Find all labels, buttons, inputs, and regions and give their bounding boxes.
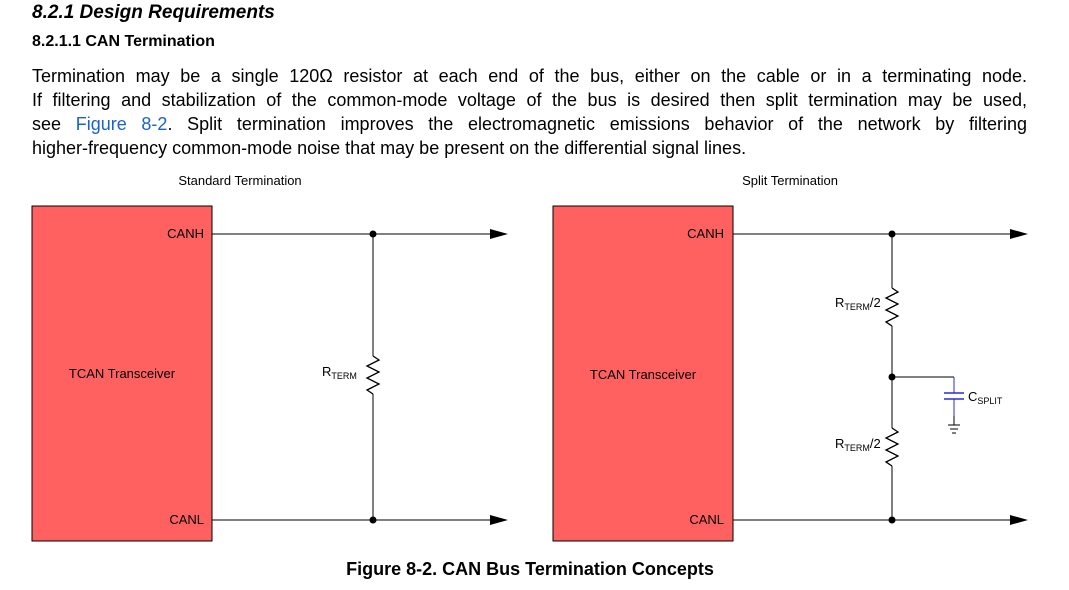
paragraph-line: [32, 112, 1027, 136]
section-heading: 8.2.1 Design Requirements: [32, 2, 275, 23]
canl-label: CANL: [169, 512, 204, 527]
body-paragraph: [32, 64, 1027, 160]
canh-arrow: [490, 229, 508, 239]
canh-label: CANH: [687, 226, 724, 241]
ground-icon: [948, 416, 960, 433]
standard-termination-title: Standard Termination: [178, 173, 302, 188]
rterm-label: RTERM: [322, 364, 357, 381]
csplit-capacitor-icon: [944, 377, 964, 416]
transceiver-label: TCAN Transceiver: [68, 366, 176, 381]
csplit-label: CSPLIT: [968, 389, 1003, 406]
rterm-half-resistor-icon: [886, 288, 898, 326]
rterm-half-label: RTERM/2: [835, 295, 881, 312]
paragraph-text: see: [32, 114, 76, 134]
rterm-half-label: RTERM/2: [835, 436, 881, 453]
canl-arrow: [1010, 515, 1028, 525]
split-termination-title: Split Termination: [742, 173, 838, 188]
termination-diagram: [0, 160, 1069, 560]
paragraph-line: If filtering and stabilization of the common-mode voltage of the bus is desired then split termination may be used,: [32, 90, 1027, 110]
subsection-heading: 8.2.1.1 CAN Termination: [32, 33, 215, 50]
paragraph-text: . Split termination improves the electromagnetic emissions behavior of the network by filtering: [167, 114, 1028, 134]
canl-arrow: [490, 515, 508, 525]
paragraph-line: Termination may be a single 120Ω resistor at each end of the bus, either on the cable or in a terminating node.: [32, 66, 1027, 86]
rterm-half-resistor-icon: [886, 428, 898, 466]
rterm-resistor-icon: [367, 356, 379, 394]
canh-label: CANH: [167, 226, 204, 241]
split-termination-circuit: [553, 206, 1028, 541]
standard-termination-circuit: [32, 206, 508, 541]
paragraph-line: higher-frequency common-mode noise that may be present on the differential signal lines.: [32, 138, 747, 158]
transceiver-label: TCAN Transceiver: [589, 367, 697, 382]
figure-caption: Figure 8-2. CAN Bus Termination Concepts: [346, 559, 714, 579]
figure-link[interactable]: Figure 8-2: [75, 114, 168, 134]
canh-arrow: [1010, 229, 1028, 239]
canl-label: CANL: [689, 512, 724, 527]
